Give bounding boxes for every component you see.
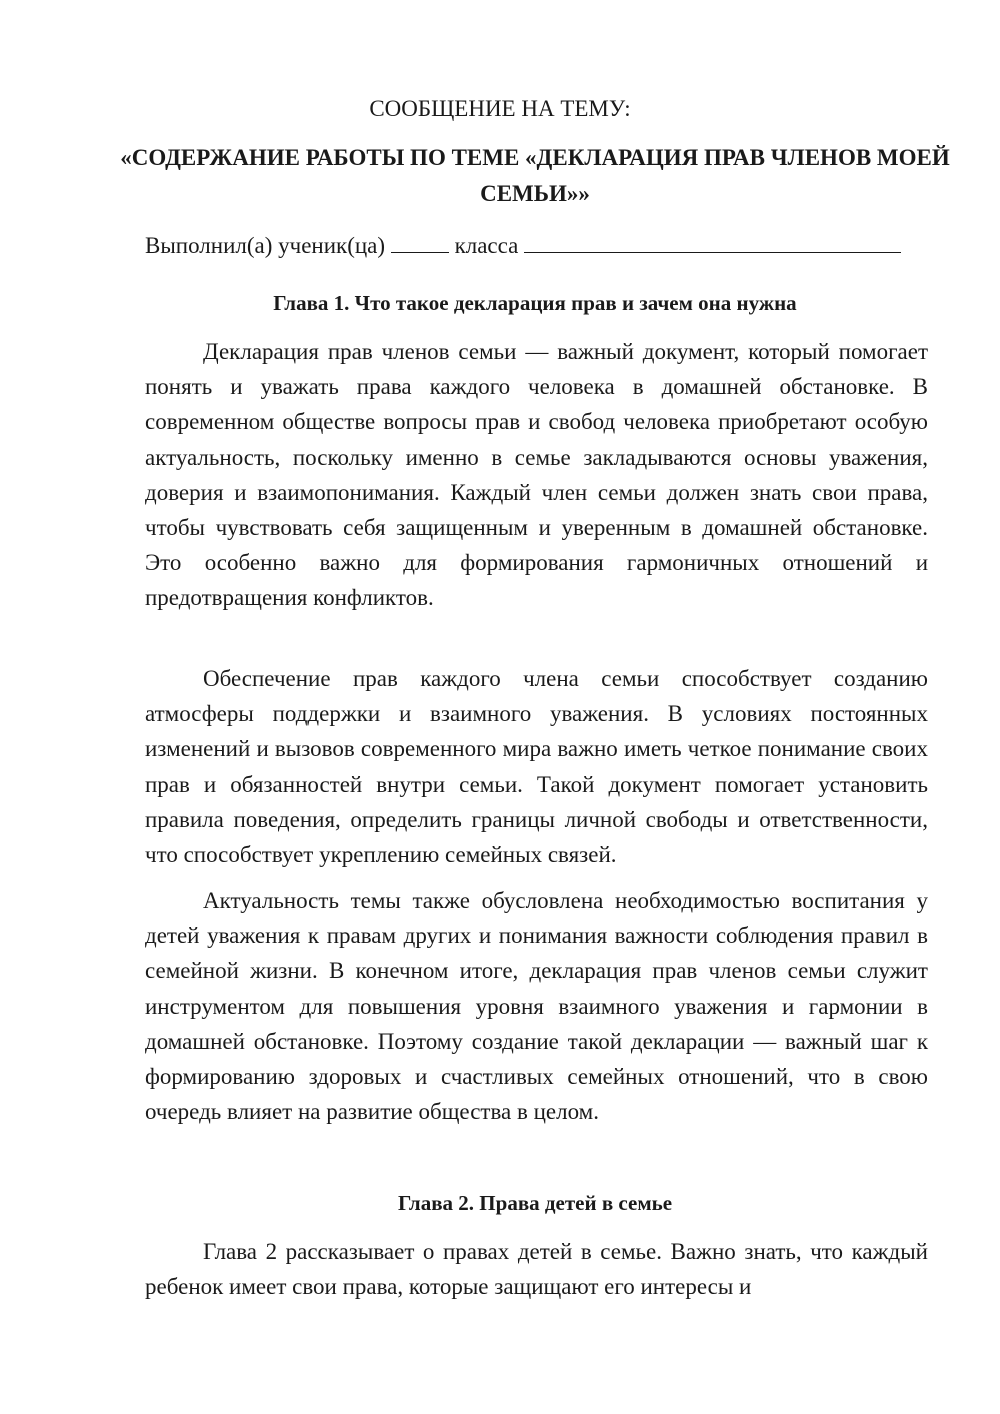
author-label: Выполнил(а) ученик(ца) (145, 233, 386, 258)
chapter-2-paragraph-1: Глава 2 рассказывает о правах детей в семье. Важно знать, что каждый ребенок имеет свои права, которые защищают его интересы и (145, 1239, 928, 1300)
chapter-1-paragraph-2: Обеспечение прав каждого члена семьи способствует созданию атмосферы поддержки и взаимного уважения. В условиях постоянных изменений и вызовов современного мира важно иметь четкое понимание своих прав и обязанностей внутри семьи. Такой документ помогает установить правила поведения, определить границы личной свободы и ответственности, что способствует укреплению семейных связей. (145, 666, 928, 868)
author-line (145, 231, 935, 261)
chapter-1-paragraph-3: Актуальность темы также обусловлена необходимостью воспитания у детей уважения к правам других и понимания важности соблюдения правил в семейной жизни. В конечном итоге, декларация прав членов семьи служит инструментом для повышения уровня взаимного уважения и гармонии в домашней обстановке. Поэтому создание такой декларации — важный шаг к формированию здоровых и счастливых семейных отношений, что в свою очередь влияет на развитие общества в целом. (145, 888, 928, 1125)
student-name-blank (524, 232, 901, 253)
document-label: СООБЩЕНИЕ НА ТЕМУ: (369, 96, 631, 121)
class-number-blank (391, 232, 449, 253)
chapter-2-heading: Глава 2. Права детей в семье (397, 1191, 673, 1215)
document-title: «СОДЕРЖАНИЕ РАБОТЫ ПО ТЕМЕ «ДЕКЛАРАЦИЯ ПРАВ ЧЛЕНОВ МОЕЙ СЕМЬИ»» (120, 145, 950, 206)
class-label: класса (454, 233, 519, 258)
chapter-1-heading: Глава 1. Что такое декларация прав и зачем она нужна (273, 291, 797, 315)
chapter-1-paragraph-1: Декларация прав членов семьи — важный документ, который помогает понять и уважать права каждого человека в домашней обстановке. В современном обществе вопросы прав и свобод человека приобретают особую актуальность, поскольку именно в семье закладываются основы уважения, доверия и взаимопонимания. Каждый член семьи должен знать свои права, чтобы чувствовать себя защищенным и уверенным в домашней обстановке. Это особенно важно для формирования гармоничных отношений и предотвращения конфликтов. (145, 339, 928, 611)
